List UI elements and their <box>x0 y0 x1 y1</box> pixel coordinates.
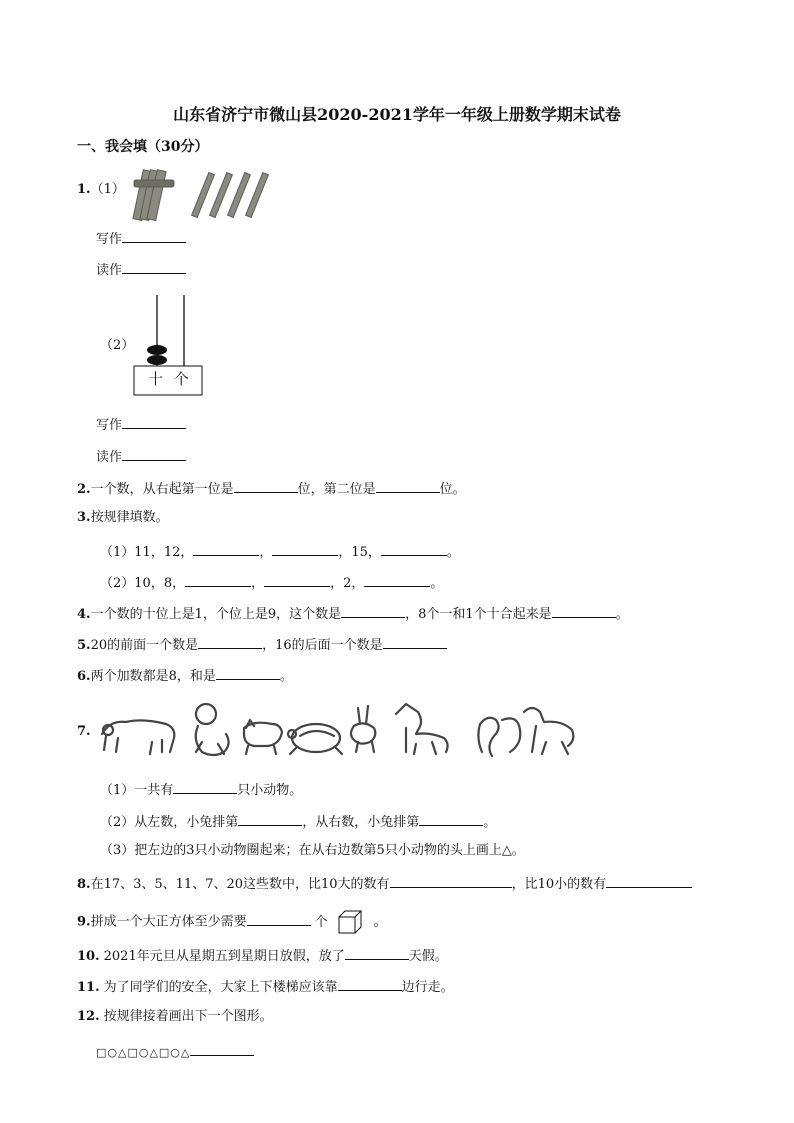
q1-read-2 <box>96 446 186 467</box>
q3-end: 。 <box>446 545 460 560</box>
q7-number: 7. <box>77 724 91 739</box>
answer-blank[interactable] <box>247 911 311 926</box>
q4-text-a: 一个数的十位上是1，个位上是9，这个数是 <box>90 607 342 622</box>
q3-l2-mid: ，2， <box>330 576 365 591</box>
answer-blank[interactable] <box>264 572 330 587</box>
answer-blank[interactable] <box>122 228 186 243</box>
q7-sub1 <box>100 779 302 800</box>
q2 <box>77 478 466 499</box>
answer-blank[interactable] <box>173 779 237 794</box>
q11-number: 11. <box>77 980 100 995</box>
q3-l2-start: （2）10，8， <box>100 576 186 591</box>
answer-blank[interactable] <box>364 572 430 587</box>
answer-blank[interactable] <box>341 603 405 618</box>
q3 <box>77 509 169 527</box>
q3-end: 。 <box>430 576 444 591</box>
answer-blank[interactable] <box>338 976 402 991</box>
bear-icon <box>102 720 174 754</box>
rabbit-icon <box>351 706 375 752</box>
answer-blank[interactable] <box>552 603 616 618</box>
turtle-icon <box>288 724 342 754</box>
q10-text-b: 天假。 <box>408 949 448 964</box>
write-label: 写作 <box>96 418 123 433</box>
horse-icon <box>396 704 448 754</box>
q2-text-a: 一个数，从右起第一位是 <box>90 482 234 497</box>
q2-text-c: 位。 <box>439 482 466 497</box>
q8-number: 8. <box>77 877 91 892</box>
q11 <box>77 976 454 997</box>
q7-s2-c: 。 <box>483 815 497 830</box>
section-heading: 一、我会填（30分） <box>77 139 209 155</box>
q5-text-a: 20的前面一个数是 <box>90 638 199 653</box>
q7-sub3: （3）把左边的3只小动物圈起来；在从右边数第5只小动物的头上画上△。 <box>100 843 525 858</box>
q10 <box>77 945 448 966</box>
q5-number: 5. <box>77 638 91 653</box>
q7-s1-a: （1）一共有 <box>100 783 174 798</box>
q12-number: 12. <box>77 1009 100 1024</box>
read-label: 读作 <box>96 450 123 465</box>
q1-write-2 <box>96 414 186 435</box>
q3-sep: ， <box>259 545 273 560</box>
q9-text-b: 个 <box>314 914 328 930</box>
q1-part1 <box>77 181 125 199</box>
q12 <box>77 1008 273 1026</box>
answer-blank[interactable] <box>190 1041 254 1056</box>
answer-blank[interactable] <box>122 446 186 461</box>
q9-text-c: 。 <box>373 914 387 930</box>
q8 <box>77 873 692 894</box>
animals-picture <box>96 698 582 768</box>
q8-text-a: 在17、3、5、11、7、20这些数中，比10大的数有 <box>90 877 390 892</box>
answer-blank[interactable] <box>376 478 440 493</box>
q7-s1-b: 只小动物。 <box>237 783 303 798</box>
q3-line1 <box>100 541 460 562</box>
answer-blank[interactable] <box>419 811 483 826</box>
q3-line2 <box>100 572 443 593</box>
q7-s2-a: （2）从左数，小兔排第 <box>100 815 239 830</box>
q7-s2-b: ，从右数，小兔排第 <box>302 815 420 830</box>
q6-text-a: 两个加数都是8，和是 <box>90 669 216 684</box>
monkey-icon <box>196 704 229 755</box>
q2-number: 2. <box>77 482 91 497</box>
q4-text-b: ，8个一和1个十合起来是 <box>405 607 552 622</box>
cat-icon <box>244 720 282 754</box>
q9-number: 9. <box>77 914 91 930</box>
single-sticks-icon <box>192 173 269 218</box>
answer-blank[interactable] <box>198 634 262 649</box>
q3-number: 3. <box>77 510 91 525</box>
goat-icon <box>524 708 573 754</box>
q4-text-c: 。 <box>615 607 629 622</box>
answer-blank[interactable] <box>381 541 447 556</box>
q12-pattern <box>96 1041 254 1062</box>
q6-text-b: 。 <box>279 669 293 684</box>
answer-blank[interactable] <box>272 541 338 556</box>
q10-number: 10. <box>77 949 100 964</box>
q1-write-1 <box>96 228 186 249</box>
cube-icon <box>336 909 366 935</box>
abacus-place-labels: 十 个 <box>148 370 189 388</box>
q8-text-b: ，比10小的数有 <box>511 877 607 892</box>
q4-number: 4. <box>77 607 91 622</box>
q5 <box>77 634 447 655</box>
q3-sep: ， <box>251 576 265 591</box>
read-label: 读作 <box>96 263 123 278</box>
q10-text-a: 2021年元旦从星期五到星期日放假，放了 <box>103 949 345 964</box>
q3-text: 按规律填数。 <box>90 510 169 525</box>
q5-text-b: ，16的后面一个数是 <box>262 638 383 653</box>
answer-blank[interactable] <box>390 873 512 888</box>
q1-part1-label: （1） <box>90 182 125 197</box>
answer-blank[interactable] <box>193 541 259 556</box>
q1-part2-label: （2） <box>100 338 135 353</box>
answer-blank[interactable] <box>216 665 280 680</box>
answer-blank[interactable] <box>238 811 302 826</box>
stick-bundle-icon <box>130 164 280 222</box>
q9 <box>77 909 387 935</box>
q9-text-a: 拼成一个大正方体至少需要 <box>90 914 247 930</box>
answer-blank[interactable] <box>606 873 692 888</box>
q4 <box>77 603 629 624</box>
answer-blank[interactable] <box>345 945 409 960</box>
q7-sub2 <box>100 811 496 832</box>
q3-l1-start: （1）11，12， <box>100 545 194 560</box>
page-title: 山东省济宁市微山县2020-2021学年一年级上册数学期末试卷 <box>173 105 621 124</box>
answer-blank[interactable] <box>122 259 186 274</box>
squirrel-icon <box>478 718 520 756</box>
answer-blank[interactable] <box>185 572 251 587</box>
shape-pattern: □○△□○△□○△ <box>96 1046 191 1059</box>
answer-blank[interactable] <box>383 634 447 649</box>
q1-number: 1. <box>77 182 91 197</box>
q11-text-b: 边行走。 <box>401 980 454 995</box>
answer-blank[interactable] <box>122 414 186 429</box>
answer-blank[interactable] <box>234 478 298 493</box>
q6-number: 6. <box>77 669 91 684</box>
q11-text-a: 为了同学们的安全，大家上下楼梯应该靠 <box>103 980 338 995</box>
q2-text-b: 位，第二位是 <box>297 482 376 497</box>
q1-read-1 <box>96 259 186 280</box>
q12-text: 按规律接着画出下一个图形。 <box>103 1009 273 1024</box>
q3-l1-mid: ，15， <box>338 545 381 560</box>
q6 <box>77 665 293 686</box>
write-label: 写作 <box>96 232 123 247</box>
